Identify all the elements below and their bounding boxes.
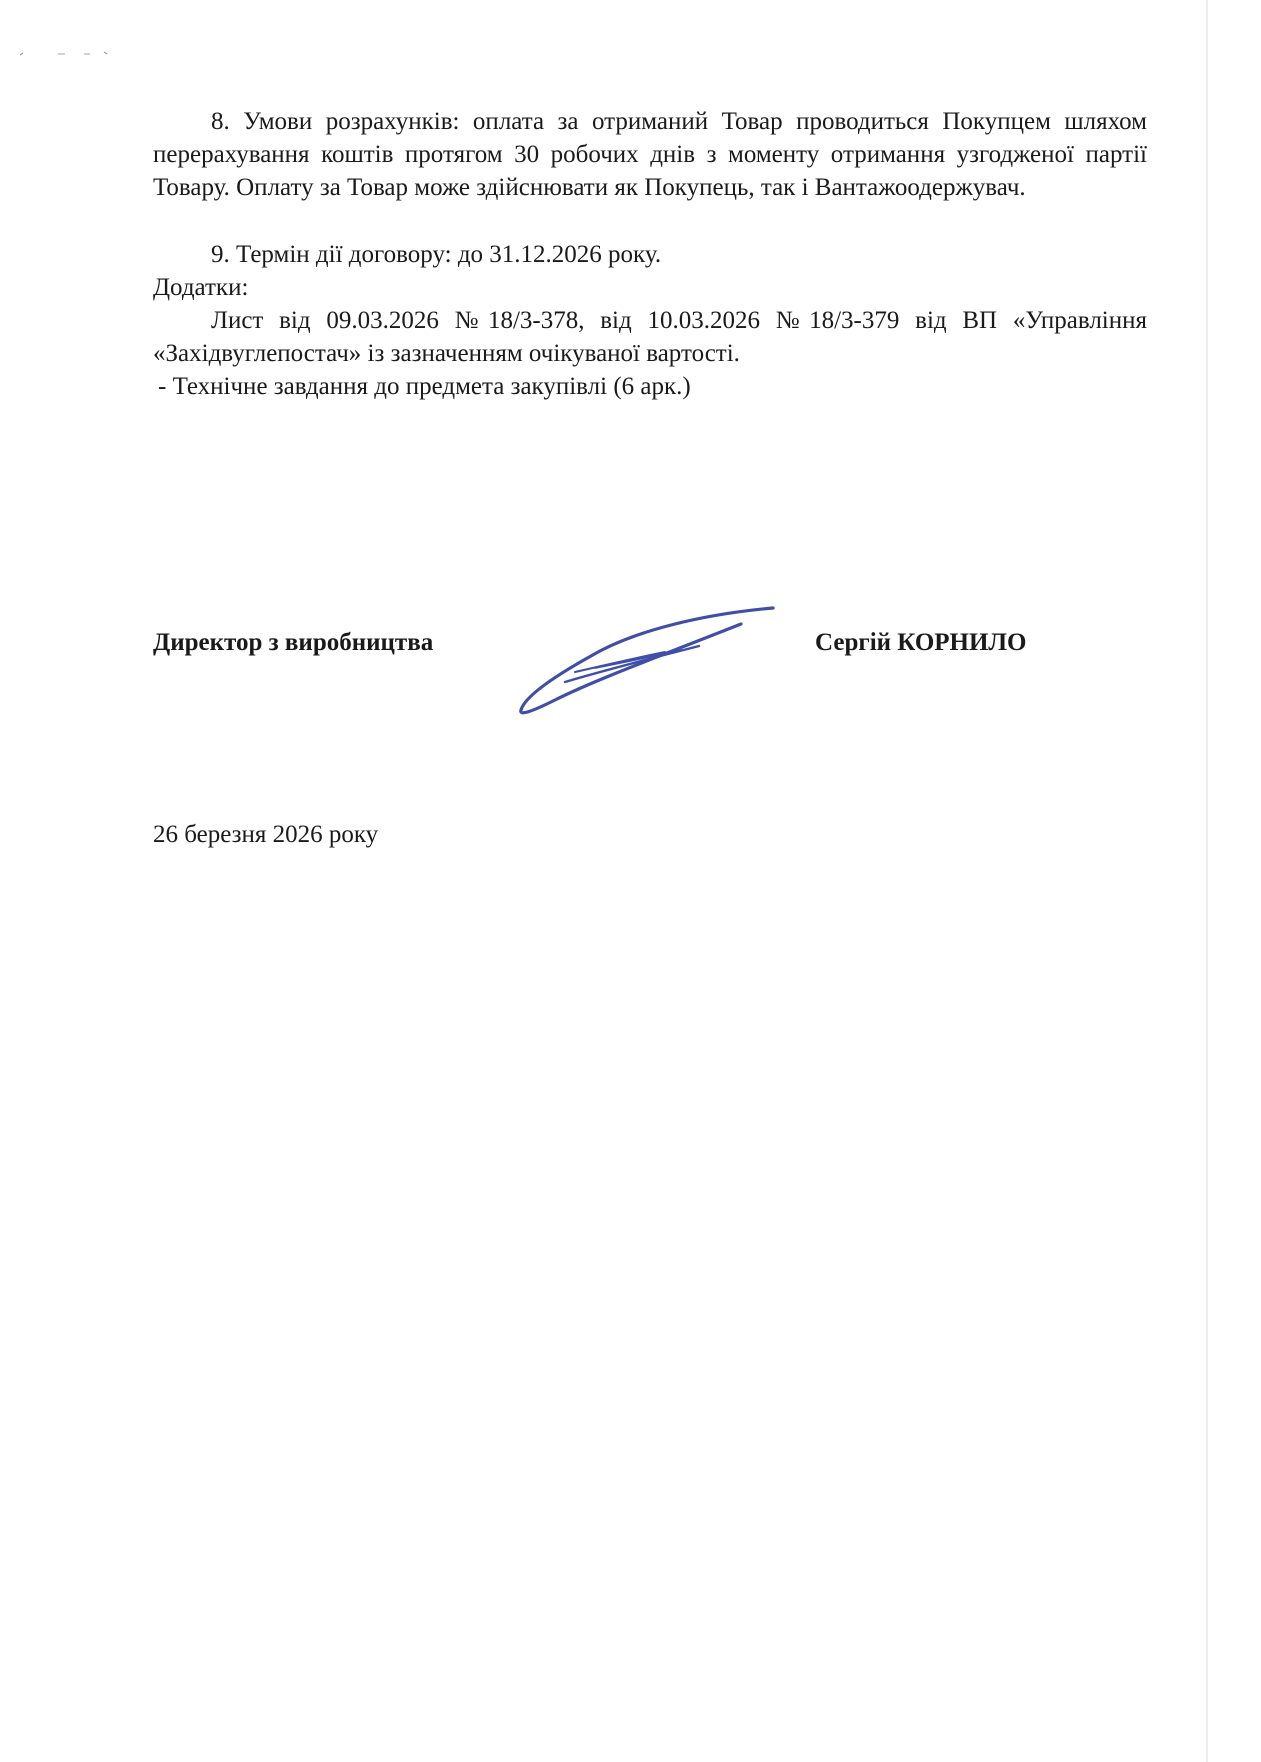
attachment-item-letter: Лист від 09.03.2026 №18/3-378, від 10.03.2026 №18/3-379 від ВП «Управління «Західвуглепостач» із зазначенням очікуваної вартості. [153,307,1147,367]
handwritten-signature [515,600,785,720]
attachment-item-technical-task: - Технічне завдання до предмета закупівлі (6 арк.) [158,373,691,400]
signatory-name: Сергій КОРНИЛО [815,629,1027,656]
contract-duration-paragraph: 9. Термін дії договору: до 31.12.2026 року. [211,241,662,268]
scan-artifact-marks [18,48,108,58]
document-date: 26 березня 2026 року [153,821,379,848]
page-edge-shadow [1206,0,1208,1762]
payment-terms-paragraph: 8. Умови розрахунків: оплата за отриманий Товар проводиться Покупцем шляхом перерахування коштів протягом 30 робочих днів з моменту отримання узгодженої партії Товару. Оплату за Товар може здійснювати як Покупець, так і Вантажоодержувач. [153,108,1147,201]
signatory-title: Директор з виробництва [153,629,434,656]
attachments-heading: Додатки: [153,274,249,301]
